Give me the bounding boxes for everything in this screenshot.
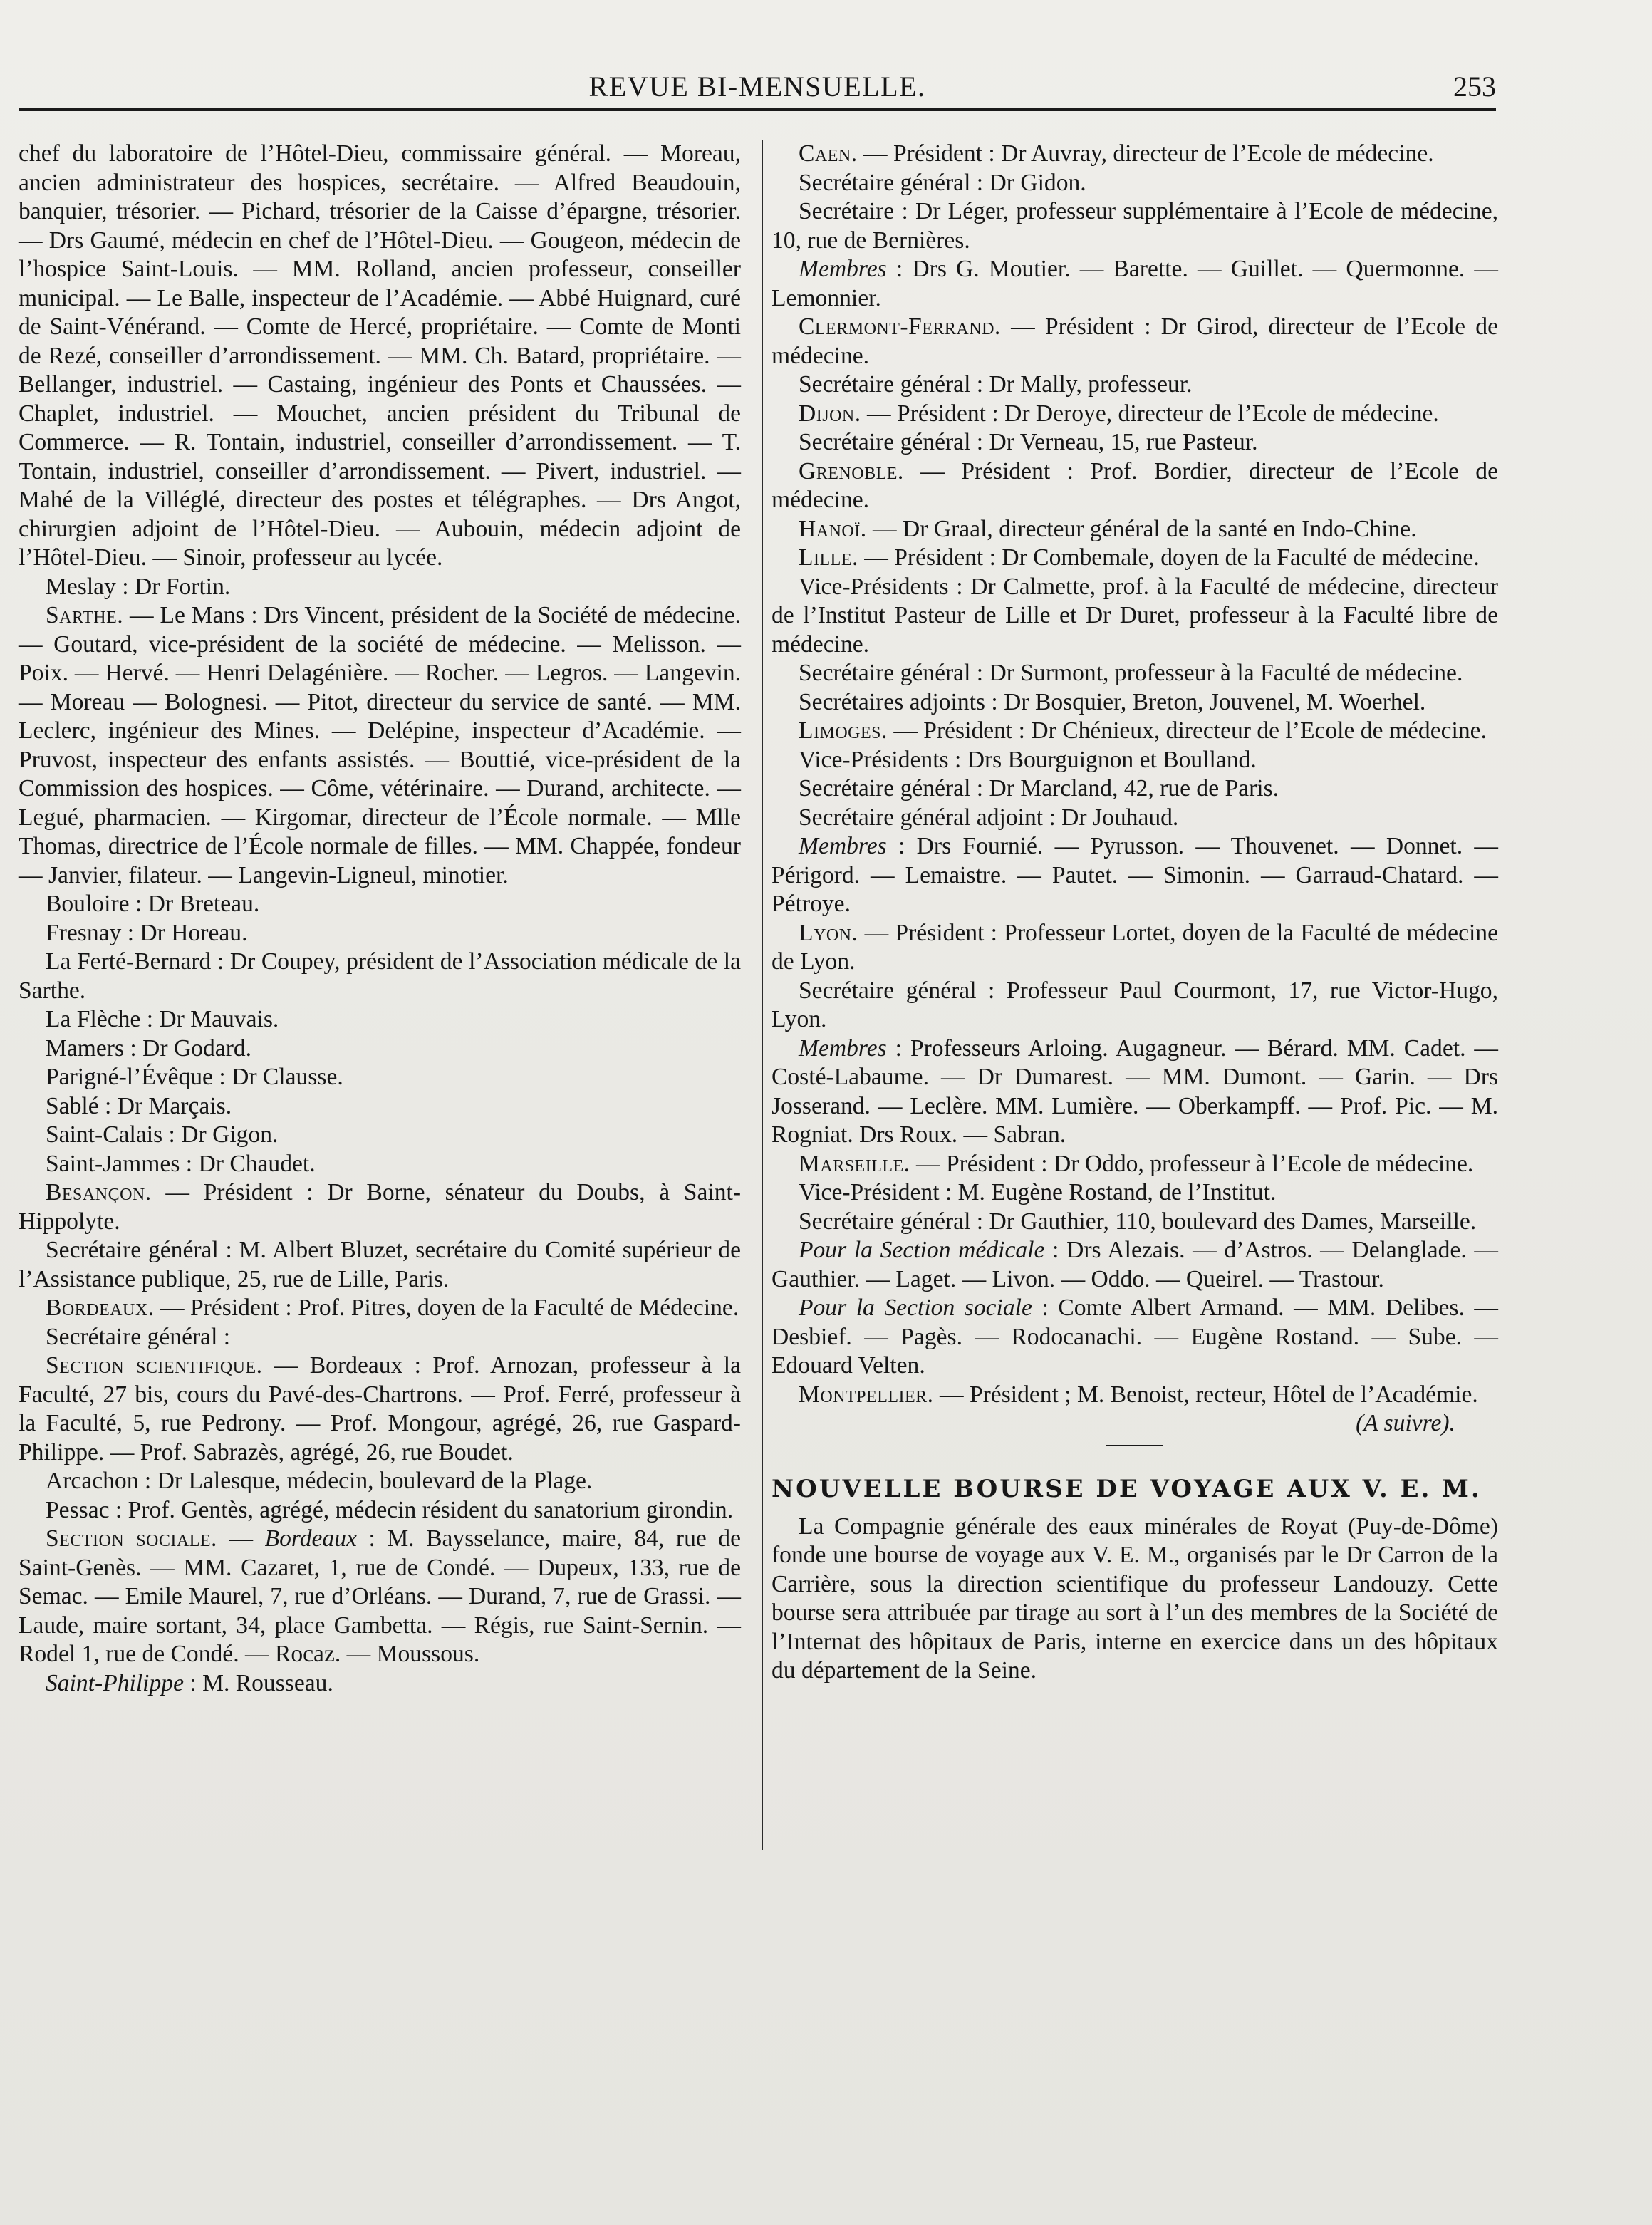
paragraph xyxy=(772,169,1498,198)
entry-label: Section scientifique. xyxy=(46,1352,263,1379)
paragraph xyxy=(19,1294,741,1323)
entry-label-italic: Membres xyxy=(799,1034,887,1062)
entry-label-italic: Membres xyxy=(799,833,887,859)
page-number: 253 xyxy=(1453,71,1496,103)
paragraph xyxy=(19,948,741,1005)
paragraph xyxy=(772,659,1498,688)
entry-text: — Président ; M. Benoist, recteur, Hôtel de l’Académie. xyxy=(933,1381,1478,1408)
entry-label-italic: Bordeaux xyxy=(264,1525,357,1552)
entry-text: chef du laboratoire de l’Hôtel-Dieu, commissaire général. — Moreau, ancien administrateur des hospices, secrétaire. — Alfred Beaudouin, banquier, trésorier. — Pichard, trésorier de la Caisse d’épargne, trésorier. — Drs Gaumé, médecin en chef de l’Hôtel-Dieu. — Gougeon, médecin de l’hospice Saint-Louis. — MM. Rolland, ancien professeur, conseiller municipal. — Le Balle, inspecteur de l’Académie. — Abbé Huignard, curé de Saint-Vénérand. — Comte de Hercé, propriétaire. — Comte de Monti de Rezé, conseiller d’arrondissement. — MM. Ch. Batard, propriétaire. — Bellanger, industriel. — Castaing, ingénieur des Ponts et Chaussées. — Chaplet, industriel. — Mouchet, ancien président du Tribunal de Commerce. — R. Tontain, industriel, conseiller d’arrondissement. — T. Tontain, industriel, conseiller d’arrondissement. — Pivert, industriel. — Mahé de la Villéglé, directeur des postes et télégraphes. — Drs Angot, chirurgien adjoint de l’Hôtel-Dieu. — Aubouin, médecin adjoint de l’Hôtel-Dieu. — Sinoir, professeur au lycée. xyxy=(19,140,741,571)
entry-label: Hanoï. xyxy=(799,515,867,542)
entry-text: : Professeurs Arloing. Augagneur. — Bérard. MM. Cadet. — Costé-Labaume. — Dr Dumarest. — MM. Dumont. — Garin. — Drs Josserand. — Leclère. MM. Lumière. — Oberkampff. — Prof. Pic. — M. Rogniat. Drs Roux. — Sabran. xyxy=(772,1034,1498,1148)
entry-label: Marseille. xyxy=(799,1150,910,1177)
continuation-note: (A suivre). xyxy=(1356,1410,1455,1436)
paragraph xyxy=(772,428,1498,457)
entry-text: — Président : Dr Auvray, directeur de l’Ecole de médecine. xyxy=(857,140,1434,167)
entry-label: Bordeaux. xyxy=(46,1295,155,1321)
paragraph xyxy=(19,890,741,919)
entry-label: Sarthe. xyxy=(46,602,124,628)
paragraph xyxy=(772,255,1498,313)
entry-text: Sablé : Dr Marçais. xyxy=(46,1092,232,1119)
entry-text: — Président : Dr Borne, sénateur du Doubs, à Saint-Hippolyte. xyxy=(19,1179,741,1235)
entry-text: Secrétaire général : Dr Surmont, professeur à la Faculté de médecine. xyxy=(799,660,1463,686)
entry-text: Arcachon : Dr Lalesque, médecin, boulevard de la Plage. xyxy=(46,1468,593,1494)
entry-text: Secrétaire général : Professeur Paul Courmont, 17, rue Victor-Hugo, Lyon. xyxy=(772,977,1498,1032)
paragraph xyxy=(19,919,741,948)
entry-text: Bouloire : Dr Breteau. xyxy=(46,891,260,917)
page-header xyxy=(19,61,1496,104)
paragraph xyxy=(19,601,741,890)
paragraph xyxy=(19,573,741,602)
paragraph xyxy=(772,313,1498,370)
paragraph xyxy=(19,140,741,573)
paragraph xyxy=(772,774,1498,804)
paragraph xyxy=(19,1005,741,1034)
entry-text: Pessac : Prof. Gentès, agrégé, médecin résident du sanatorium girondin. xyxy=(46,1496,734,1523)
paragraph xyxy=(772,1178,1498,1208)
entry-text: — Président : Prof. Bordier, directeur de l’Ecole de médecine. xyxy=(772,457,1498,513)
paragraph xyxy=(19,1150,741,1179)
paragraph xyxy=(772,717,1498,746)
entry-label-italic: Membres xyxy=(799,256,887,282)
paragraph xyxy=(772,1294,1498,1381)
entry-text: Fresnay : Dr Horeau. xyxy=(46,919,248,946)
paragraph xyxy=(772,400,1498,429)
entry-label: Dijon. xyxy=(799,400,861,427)
entry-text: — Président : Dr Oddo, professeur à l’Ecole de médecine. xyxy=(910,1150,1474,1177)
entry-text: : M. Baysselance, maire, 84, rue de Saint-Genès. — MM. Cazaret, 1, rue de Condé. — Dupeux, 133, rue de Semac. — Emile Maurel, 7, rue d’Orléans. — Durand, 7, rue de Grassi. — Laude, maire sortant, 34, place Gambetta. — Régis, rue Saint-Sernin. — Rodel 1, rue de Condé. — Rocaz. — Moussous. xyxy=(19,1525,741,1667)
entry-label: Clermont-Ferrand. xyxy=(799,313,1001,340)
entry-text: Mamers : Dr Godard. xyxy=(46,1034,252,1062)
entry-text: Secrétaire général : Dr Mally, professeur. xyxy=(799,371,1193,398)
entry-text: : Comte Albert Armand. — MM. Delibes. — Desbief. — Pagès. — Rodocanachi. — Eugène Rostand. — Sube. — Edouard Velten. xyxy=(772,1295,1498,1379)
column-divider xyxy=(762,140,763,1850)
paragraph xyxy=(772,832,1498,919)
entry-text: Secrétaire général : xyxy=(46,1323,231,1350)
entry-text: Secrétaire général : M. Albert Bluzet, secrétaire du Comité supérieur de l’Assistance publique, 25, rue de Lille, Paris. xyxy=(19,1237,741,1292)
entry-text: Secrétaire général adjoint : Dr Jouhaud. xyxy=(799,804,1179,831)
paragraph xyxy=(772,746,1498,775)
left-column xyxy=(19,140,741,1698)
entry-text: Vice-Présidents : Dr Calmette, prof. à la Faculté de médecine, directeur de l’Institut Pasteur de Lille et Dr Duret, professeur à la Faculté libre de médecine. xyxy=(772,573,1498,658)
entry-text: — Le Mans : Drs Vincent, président de la Société de médecine. — Goutard, vice-président de la société de médecine. — Melisson. — Poix. — Hervé. — Henri Delagénière. — Rocher. — Legros. — Langevin. — Moreau — Bolognesi. — Pitot, directeur du service de santé. — MM. Leclerc, ingénieur des Mines. — Delépine, inspecteur d’Académie. — Pruvost, inspecteur des enfants assistés. — Bouttié, vice-président de la Commission des hospices. — Côme, vétérinaire. — Durand, architecte. — Legué, pharmacien. — Kirgomar, directeur de l’École normale. — Mlle Thomas, directrice de l’École normale de filles. — MM. Chappée, fondeur — Janvier, filateur. — Langevin-Ligneul, minotier. xyxy=(19,602,741,888)
paragraph xyxy=(19,1236,741,1294)
entry-text: : Drs G. Moutier. — Barette. — Guillet. — Quermonne. — Lemonnier. xyxy=(772,256,1498,311)
paragraph xyxy=(19,1034,741,1064)
entry-label-italic: Pour la Section médicale xyxy=(799,1237,1045,1263)
entry-text: — Bordeaux : Prof. Arnozan, professeur à la Faculté, 27 bis, cours du Pavé-des-Chartrons. — Prof. Ferré, professeur à la Faculté, 5, rue Pedrony. — Prof. Mongour, agrégé, 26, rue Gaspard-Philippe. — Prof. Sabrazès, agrégé, 26, rue Boudet. xyxy=(19,1352,741,1466)
entry-text: : M. Rousseau. xyxy=(183,1669,333,1696)
entry-text: — Dr Graal, directeur général de la santé en Indo-Chine. xyxy=(866,515,1417,542)
article-title: NOUVELLE BOURSE DE VOYAGE AUX V. E. M. xyxy=(772,1475,1482,1503)
entry-label: Lille. xyxy=(799,544,858,571)
entry-text: Secrétaire : Dr Léger, professeur supplémentaire à l’Ecole de médecine, 10, rue de Bernières. xyxy=(772,198,1498,254)
entry-text: La Flèche : Dr Mauvais. xyxy=(46,1006,279,1032)
entry-text: : Drs Alezais. — d’Astros. — Delanglade. — Gauthier. — Laget. — Livon. — Oddo. — Queirel. — Trastour. xyxy=(772,1237,1498,1292)
paragraph xyxy=(19,1178,741,1236)
paragraph xyxy=(19,1669,741,1698)
entry-text: — Président : Dr Deroye, directeur de l’Ecole de médecine. xyxy=(861,400,1439,427)
running-title: REVUE BI-MENSUELLE. xyxy=(588,71,926,103)
entry-text: Secrétaire général : Dr Gauthier, 110, boulevard des Dames, Marseille. xyxy=(799,1208,1477,1235)
entry-label: Lyon. xyxy=(799,919,858,946)
paragraph xyxy=(19,1352,741,1467)
entry-text: Vice-Présidents : Drs Bourguignon et Boulland. xyxy=(799,746,1257,773)
entry-label: Besançon. xyxy=(46,1179,152,1205)
paragraph xyxy=(772,140,1498,169)
paragraph xyxy=(772,804,1498,833)
entry-label-italic: Saint-Philippe xyxy=(46,1669,184,1696)
paragraph xyxy=(19,1467,741,1496)
paragraph: Section sociale. — Bordeaux : M. Baysselance, maire, 84, rue de Saint-Genès. — MM. Cazaret, 1, rue de Condé. — Dupeux, 133, rue de Semac. — Emile Maurel, 7, rue d’Orléans. — Durand, 7, rue de Grassi. — Laude, maire sortant, 34, place Gambetta. — Régis, rue Saint-Sernin. — Rodel 1, rue de Condé. — Rocaz. — Moussous. xyxy=(19,1525,741,1667)
entry-text: Parigné-l’Évêque : Dr Clausse. xyxy=(46,1064,343,1090)
paragraph xyxy=(772,919,1498,977)
paragraph xyxy=(772,573,1498,660)
entry-text: Meslay : Dr Fortin. xyxy=(46,573,231,600)
paragraph xyxy=(19,1121,741,1150)
entry-text: Vice-Président : M. Eugène Rostand, de l’Institut. xyxy=(799,1179,1277,1205)
entry-text: Secrétaires adjoints : Dr Bosquier, Breton, Jouvenel, M. Woerhel. xyxy=(799,688,1426,715)
paragraph xyxy=(772,1150,1498,1179)
entry-text: : Drs Fournié. — Pyrusson. — Thouvenet. — Donnet. — Périgord. — Lemaistre. — Pautet. — Simonin. — Garraud-Chatard. — Pétroye. xyxy=(772,833,1498,917)
right-column xyxy=(772,140,1498,1686)
entry-text: Secrétaire général : Dr Gidon. xyxy=(799,169,1086,196)
header-rule xyxy=(19,108,1496,111)
entry-text: Secrétaire général : Dr Verneau, 15, rue Pasteur. xyxy=(799,429,1258,455)
article-body: La Compagnie générale des eaux minérales de Royat (Puy-de-Dôme) fonde une bourse de voyage aux V. E. M., organisés par le Dr Carron de la Carrière, sous la direction scientifique du professeur Landouzy. Cette bourse sera attribuée par tirage au sort à l’un des membres de la Société de l’Internat des hôpitaux de Paris, interne en exercice dans un des hôpitaux du département de la Seine. xyxy=(772,1513,1498,1684)
paragraph xyxy=(772,977,1498,1034)
paragraph xyxy=(772,197,1498,255)
entry-text: Saint-Jammes : Dr Chaudet. xyxy=(46,1150,316,1177)
entry-text: — Président : Dr Chénieux, directeur de l’Ecole de médecine. xyxy=(887,717,1487,744)
entry-text: Saint-Calais : Dr Gigon. xyxy=(46,1121,279,1148)
paragraph xyxy=(772,1236,1498,1294)
paragraph xyxy=(19,1092,741,1121)
entry-label: Caen. xyxy=(799,140,858,167)
section-separator xyxy=(1106,1445,1163,1446)
entry-text: Secrétaire général : Dr Marcland, 42, rue de Paris. xyxy=(799,775,1279,802)
paragraph xyxy=(772,1208,1498,1237)
paragraph xyxy=(772,688,1498,717)
paragraph xyxy=(772,457,1498,515)
paragraph xyxy=(19,1496,741,1525)
entry-label: Section sociale. xyxy=(46,1525,217,1552)
paragraph xyxy=(772,370,1498,400)
entry-label: Montpellier. xyxy=(799,1381,934,1408)
paragraph xyxy=(772,1034,1498,1150)
paragraph xyxy=(19,1063,741,1092)
paragraph xyxy=(772,1381,1498,1436)
entry-text: — Président : Professeur Lortet, doyen de la Faculté de médecine de Lyon. xyxy=(772,919,1498,975)
entry-text: — Président : Dr Girod, directeur de l’Ecole de médecine. xyxy=(772,313,1498,369)
paragraph xyxy=(19,1323,741,1352)
entry-text: La Ferté-Bernard : Dr Coupey, président de l’Association médicale de la Sarthe. xyxy=(19,948,741,1004)
paragraph xyxy=(772,515,1498,544)
paragraph xyxy=(772,544,1498,573)
entry-label: Grenoble. xyxy=(799,457,904,484)
entry-label-italic: Pour la Section sociale xyxy=(799,1295,1032,1321)
entry-label: Limoges. xyxy=(799,717,888,744)
entry-text: — Président : Dr Combemale, doyen de la Faculté de médecine. xyxy=(858,544,1480,571)
entry-text: — Président : Prof. Pitres, doyen de la Faculté de Médecine. xyxy=(154,1295,739,1321)
